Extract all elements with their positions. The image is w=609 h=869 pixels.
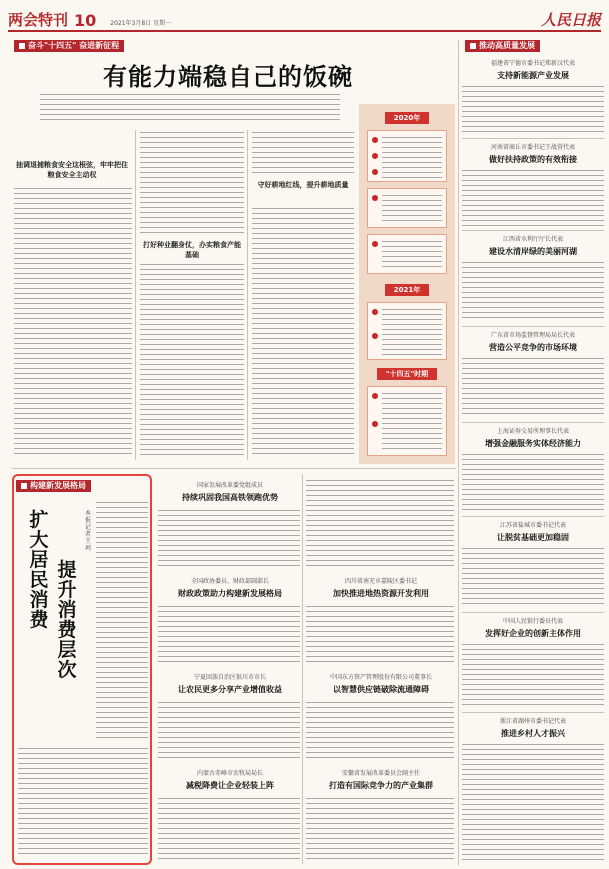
kicker-right-top: 推动高质量发展 [465, 40, 540, 52]
dot-icon [372, 195, 378, 201]
infographic-tag-plan: "十四五"时期 [377, 368, 437, 380]
bullet-icon [19, 43, 25, 49]
right-divider [462, 422, 604, 423]
article-e-body [306, 700, 454, 762]
right-h1-sub: 福建省宁德市委书记郑新汉代表 [490, 60, 575, 67]
infographic-tag-2020: 2020年 [385, 112, 429, 124]
dot-icon [372, 309, 378, 315]
column-divider [247, 130, 248, 460]
right-h8-sub: 浙江省湖州市委书记代表 [499, 718, 566, 725]
masthead [8, 6, 601, 32]
article-g-sub: 安徽省发展改革委员会副主任 [341, 770, 420, 777]
newspaper-logo: 人民日报 [540, 11, 601, 29]
article-a-sub: 国家发展改革委党组成员 [196, 482, 263, 489]
right-divider [462, 138, 604, 139]
right-h2-sub: 河南省商丘市委书记王战营代表 [490, 144, 575, 151]
article-d-headline: 让农民更多分享产业增值收益 [178, 685, 282, 694]
right-h6-sub: 江苏省盐城市委书记代表 [499, 522, 566, 529]
right-h7-body [462, 642, 604, 708]
right-h1: 支持新能源产业发展 [497, 71, 569, 80]
right-h5: 增强金融服务实体经济能力 [485, 439, 581, 448]
kicker-left-top: 奋斗"十四五" 奋进新征程 [14, 40, 124, 52]
right-h4: 营造公平竞争的市场环境 [489, 343, 577, 352]
feature-title-col1: 扩大居民消费 [29, 509, 49, 631]
body-text-right-a [252, 130, 354, 174]
body-text-left [14, 186, 132, 458]
right-h6: 让脱贫基础更加稳固 [497, 533, 569, 542]
subheadline-middle-a: 打好种业翻身仗，办实粮食产能基础 [143, 241, 241, 259]
right-divider [462, 516, 604, 517]
feature-body-bottom [18, 746, 148, 858]
article-f-headline: 减税降费让企业轻装上阵 [186, 781, 274, 790]
bullet-icon [21, 483, 27, 489]
right-h2: 做好扶持政策的有效衔接 [489, 155, 577, 164]
infographic-box [367, 188, 447, 228]
right-h6-body [462, 546, 604, 608]
body-text-right-b [252, 206, 354, 458]
article-b-sub: 全国政协委员、财政部副部长 [190, 578, 269, 585]
article-c-body [306, 604, 454, 664]
right-h1-body [462, 84, 604, 134]
right-h7: 发挥好企业的创新主体作用 [485, 629, 581, 638]
section-title: 两会特刊 [8, 11, 69, 29]
column-divider [302, 474, 303, 864]
feature-title-col2: 提升消费层次 [57, 559, 77, 681]
right-h3-sub: 江西省水利厅厅长代表 [502, 236, 563, 243]
right-divider [462, 326, 604, 327]
right-divider [462, 230, 604, 231]
section-divider [12, 468, 456, 469]
right-h4-body [462, 356, 604, 418]
subheadline-middle-b: 守好耕地红线，提升耕地质量 [257, 181, 349, 189]
right-h3-body [462, 260, 604, 322]
feature-author: 本报记者 王珂 [84, 510, 91, 552]
right-h7-sub: 中国人民银行委员代表 [502, 618, 563, 625]
page-number: 10 [74, 11, 97, 30]
subheadline-left: 抽调退捕粮食安全这根弦，牢牢把住粮食安全主动权 [16, 161, 128, 179]
right-h8: 推进乡村人才振兴 [501, 729, 565, 738]
right-h5-body [462, 452, 604, 512]
article-f-body [158, 796, 300, 860]
dot-icon [372, 153, 378, 159]
right-divider [462, 612, 604, 613]
article-a-body-cont [306, 478, 454, 568]
article-c-sub: 四川省南充市嘉陵区委书记 [344, 578, 417, 585]
article-d-body [158, 700, 300, 762]
infographic-tag-2021: 2021年 [385, 284, 429, 296]
dot-icon [372, 169, 378, 175]
article-g-body [306, 796, 454, 860]
article-e-headline: 以智慧供应链破除流通障碍 [333, 685, 429, 694]
article-a-headline: 持续巩固我国高铁领跑优势 [182, 493, 278, 502]
dot-icon [372, 241, 378, 247]
column-divider [458, 40, 459, 865]
right-h5-sub: 上海证券交易所理事长代表 [496, 428, 569, 435]
feature-body-right [96, 500, 148, 740]
dot-icon [372, 421, 378, 427]
dot-icon [372, 393, 378, 399]
body-text-middle-b [140, 262, 244, 458]
right-h3: 建设水清岸绿的美丽河湖 [489, 247, 577, 256]
dot-icon [372, 333, 378, 339]
right-h8-body [462, 742, 604, 860]
body-text-middle-a [140, 130, 244, 236]
article-b-body [158, 604, 300, 664]
article-d-sub: 宁夏回族自治区银川市市长 [193, 674, 266, 681]
dot-icon [372, 137, 378, 143]
right-divider [462, 712, 604, 713]
right-h2-body [462, 168, 604, 226]
infographic-box [367, 302, 447, 360]
issue-date: 2021年3月8日 星期一 [110, 20, 172, 27]
infographic-panel [359, 104, 455, 464]
infographic-box [367, 386, 447, 456]
article-c-headline: 加快推进地热资源开发利用 [333, 589, 429, 598]
article-a-body [158, 508, 300, 570]
intro-text [40, 92, 340, 122]
article-g-headline: 打造有国际竞争力的产业集群 [329, 781, 433, 790]
bullet-icon [470, 43, 476, 49]
kicker-bottom-left: 构建新发展格局 [16, 480, 91, 492]
infographic-box [367, 130, 447, 182]
column-divider [135, 130, 136, 460]
main-headline: 有能力端稳自己的饭碗 [103, 62, 353, 91]
article-f-sub: 内蒙古赤峰市农牧局局长 [196, 770, 263, 777]
right-h4-sub: 广东省市场监督管理局局长代表 [490, 332, 575, 339]
article-e-sub: 中国东方资产管理股份有限公司董事长 [329, 674, 432, 681]
article-b-headline: 财政政策助力构建新发展格局 [178, 589, 282, 598]
infographic-box [367, 234, 447, 274]
